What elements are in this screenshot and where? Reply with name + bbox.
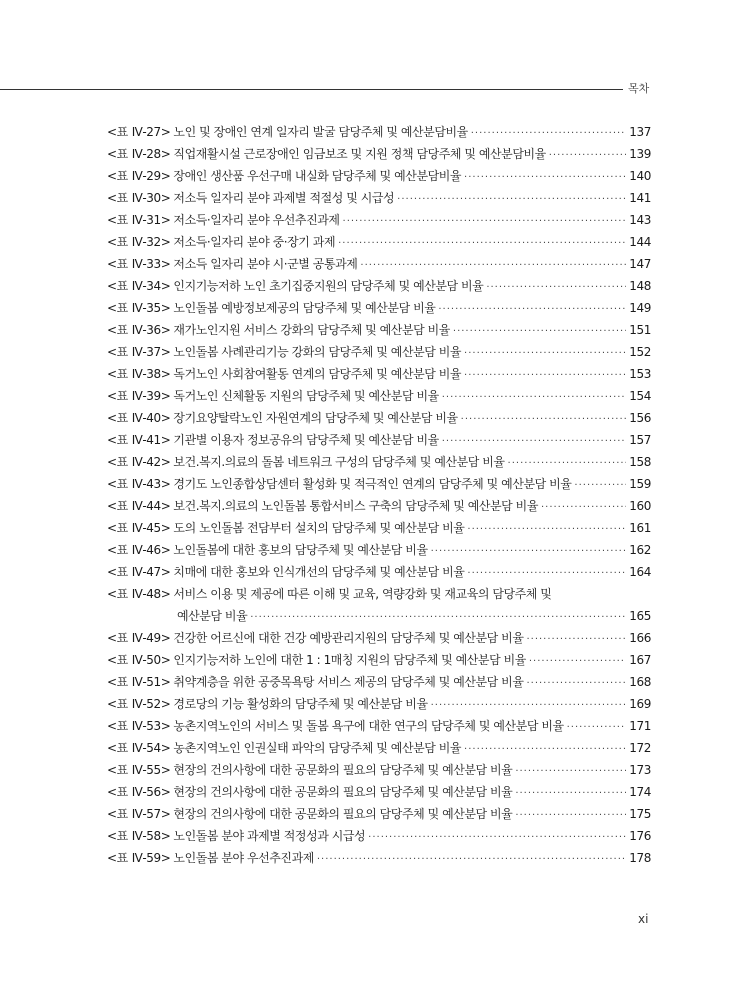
table-label-prefix: <표	[107, 851, 128, 865]
dot-leader	[567, 717, 627, 737]
table-number: Ⅳ-40>	[131, 411, 171, 425]
toc-entry[interactable]	[107, 143, 651, 165]
toc-entry[interactable]	[107, 825, 651, 847]
dot-leader	[438, 299, 626, 319]
toc-entry-line	[107, 627, 651, 649]
page-number: 162	[629, 543, 651, 557]
table-label-prefix: <표	[107, 367, 128, 381]
table-title: 노인돌봄 예방정보제공의 담당주체 및 예산분담 비율	[173, 301, 436, 315]
toc-entry-line	[107, 693, 651, 715]
table-number: Ⅳ-36>	[131, 323, 171, 337]
table-title: 현장의 건의사항에 대한 공문화의 필요의 담당주체 및 예산분담 비율	[173, 807, 513, 821]
toc-entry-line	[107, 385, 651, 407]
dot-leader	[508, 453, 627, 473]
toc-entry[interactable]	[107, 121, 651, 143]
dot-leader	[442, 431, 627, 451]
table-number: Ⅳ-38>	[131, 367, 171, 381]
table-label-prefix: <표	[107, 147, 128, 161]
dot-leader	[343, 211, 627, 231]
table-title: 인지기능저하 노인 초기집중지원의 담당주체 및 예산분담 비율	[173, 279, 484, 293]
dot-leader	[515, 761, 626, 781]
toc-entry[interactable]	[107, 583, 651, 627]
table-number: Ⅳ-34>	[131, 279, 171, 293]
page-number: 175	[629, 807, 651, 821]
table-number: Ⅳ-51>	[131, 675, 171, 689]
table-title: 장애인 생산품 우선구매 내실화 담당주체 및 예산분담비율	[173, 169, 462, 183]
table-title: 저소득·일자리 분야 우선추진과제	[173, 213, 340, 227]
page-number: 178	[629, 851, 651, 865]
section-label: 목차	[628, 82, 650, 95]
table-number: Ⅳ-52>	[131, 697, 171, 711]
table-label-prefix: <표	[107, 455, 128, 469]
table-label-prefix: <표	[107, 169, 128, 183]
dot-leader	[453, 321, 626, 341]
page-number: 157	[629, 433, 651, 447]
table-label-prefix: <표	[107, 785, 128, 799]
page-number: 141	[629, 191, 651, 205]
dot-leader	[526, 629, 626, 649]
toc-entry-line	[107, 517, 651, 539]
table-label-prefix: <표	[107, 323, 128, 337]
table-label-prefix: <표	[107, 433, 128, 447]
table-title: 장기요양탈락노인 자원연계의 담당주체 및 예산분담 비율	[173, 411, 458, 425]
toc-entry[interactable]	[107, 517, 651, 539]
dot-leader	[317, 849, 626, 869]
dot-leader	[515, 805, 626, 825]
dot-leader	[368, 827, 626, 847]
page-number: 147	[629, 257, 651, 271]
dot-leader	[526, 673, 626, 693]
dot-leader	[529, 651, 626, 671]
table-label-prefix: <표	[107, 565, 128, 579]
table-number: Ⅳ-35>	[131, 301, 171, 315]
table-number: Ⅳ-59>	[131, 851, 171, 865]
toc-entry-line	[107, 649, 651, 671]
dot-leader	[464, 365, 626, 385]
table-title: 서비스 이용 및 제공에 따른 이해 및 교육, 역량강화 및 재교육의 담당주체 및	[173, 587, 552, 601]
page-number: 149	[629, 301, 651, 315]
toc-entry-line	[107, 231, 651, 253]
table-number: Ⅳ-54>	[131, 741, 171, 755]
table-number: Ⅳ-42>	[131, 455, 171, 469]
table-number: Ⅳ-39>	[131, 389, 171, 403]
table-label-prefix: <표	[107, 499, 128, 513]
toc-entry-line	[107, 473, 651, 495]
table-title: 노인돌봄 분야 과제별 적정성과 시급성	[173, 829, 366, 843]
table-label-prefix: <표	[107, 631, 128, 645]
dot-leader	[461, 409, 627, 429]
page-number: 139	[629, 147, 651, 161]
page-number: 151	[629, 323, 651, 337]
toc-entry-line	[107, 803, 651, 825]
toc-entry[interactable]	[107, 209, 651, 231]
table-title: 치매에 대한 홍보와 인식개선의 담당주체 및 예산분담 비율	[173, 565, 465, 579]
page-number: 143	[629, 213, 651, 227]
table-title-continuation: 예산분담 비율	[177, 609, 248, 623]
table-number: Ⅳ-56>	[131, 785, 171, 799]
table-number: Ⅳ-45>	[131, 521, 171, 535]
table-title: 기관별 이용자 정보공유의 담당주체 및 예산분담 비율	[173, 433, 439, 447]
table-number: Ⅳ-57>	[131, 807, 171, 821]
toc-entry[interactable]	[107, 737, 651, 759]
toc-entry[interactable]	[107, 495, 651, 517]
dot-leader	[464, 739, 626, 759]
toc-entry-line	[107, 187, 651, 209]
table-title: 도의 노인돌봄 전담부터 설치의 담당주체 및 예산분담 비율	[173, 521, 465, 535]
table-number: Ⅳ-30>	[131, 191, 171, 205]
toc-entry[interactable]	[107, 253, 651, 275]
toc-entry-line	[107, 539, 651, 561]
table-title: 저소득 일자리 분야 시·군별 공통과제	[173, 257, 358, 271]
toc-entry-line	[107, 781, 651, 803]
toc-entry[interactable]	[107, 759, 651, 781]
table-label-prefix: <표	[107, 125, 128, 139]
toc-entry-line	[107, 495, 651, 517]
page-number: 160	[629, 499, 651, 513]
toc-entry-line	[107, 451, 651, 473]
dot-leader	[541, 497, 626, 517]
table-title: 보건.복지.의료의 노인돌봄 통합서비스 구축의 담당주체 및 예산분담 비율	[173, 499, 538, 513]
toc-entry-line	[107, 143, 651, 165]
table-label-prefix: <표	[107, 829, 128, 843]
table-number: Ⅳ-50>	[131, 653, 171, 667]
table-label-prefix: <표	[107, 213, 128, 227]
table-number: Ⅳ-43>	[131, 477, 171, 491]
toc-entry[interactable]	[107, 363, 651, 385]
dot-leader	[574, 475, 626, 495]
table-label-prefix: <표	[107, 763, 128, 777]
toc-entry[interactable]	[107, 429, 651, 451]
table-label-prefix: <표	[107, 675, 128, 689]
table-title: 저소득·일자리 분야 중·장기 과제	[173, 235, 336, 249]
toc-entry-line	[107, 363, 651, 385]
toc-entry[interactable]	[107, 473, 651, 495]
page-number: 176	[629, 829, 651, 843]
table-number: Ⅳ-32>	[131, 235, 171, 249]
dot-leader	[338, 233, 626, 253]
table-title: 노인돌봄 분야 우선추진과제	[173, 851, 314, 865]
toc-entry-line	[107, 319, 651, 341]
table-label-prefix: <표	[107, 521, 128, 535]
table-number: Ⅳ-27>	[131, 125, 171, 139]
table-title: 독거노인 신체활동 지원의 담당주체 및 예산분담 비율	[173, 389, 439, 403]
toc-entry[interactable]	[107, 539, 651, 561]
table-title: 저소득 일자리 분야 과제별 적절성 및 시급성	[173, 191, 395, 205]
toc-entry-line	[107, 209, 651, 231]
table-label-prefix: <표	[107, 477, 128, 491]
toc-entry-line	[107, 561, 651, 583]
page-number: 148	[629, 279, 651, 293]
table-number: Ⅳ-47>	[131, 565, 171, 579]
table-of-contents-list	[107, 121, 651, 869]
table-number: Ⅳ-33>	[131, 257, 171, 271]
table-number: Ⅳ-41>	[131, 433, 171, 447]
dot-leader	[360, 255, 626, 275]
page-number: 159	[629, 477, 651, 491]
toc-entry-line	[107, 275, 651, 297]
table-number: Ⅳ-44>	[131, 499, 171, 513]
table-label-prefix: <표	[107, 543, 128, 557]
table-label-prefix: <표	[107, 345, 128, 359]
table-title: 현장의 건의사항에 대한 공문화의 필요의 담당주체 및 예산분담 비율	[173, 785, 513, 799]
table-title: 인지기능저하 노인에 대한 1 : 1매칭 지원의 담당주체 및 예산분담 비율	[173, 653, 526, 667]
toc-entry-line	[107, 121, 651, 143]
table-label-prefix: <표	[107, 257, 128, 271]
table-title: 경기도 노인종합상담센터 활성화 및 적극적인 연계의 담당주체 및 예산분담 비율	[173, 477, 572, 491]
table-title: 경로당의 기능 활성화의 담당주체 및 예산분담 비율	[173, 697, 428, 711]
page-number: 171	[629, 719, 651, 733]
toc-entry[interactable]	[107, 165, 651, 187]
toc-entry[interactable]	[107, 231, 651, 253]
table-title: 독거노인 사회참여활동 연계의 담당주체 및 예산분담 비율	[173, 367, 462, 381]
table-title: 노인돌봄에 대한 홍보의 담당주체 및 예산분담 비율	[173, 543, 428, 557]
table-title: 농촌지역노인의 서비스 및 돌봄 욕구에 대한 연구의 담당주체 및 예산분담 비율	[173, 719, 564, 733]
toc-entry-line	[107, 429, 651, 451]
table-number: Ⅳ-29>	[131, 169, 171, 183]
table-title: 건강한 어르신에 대한 건강 예방관리지원의 담당주체 및 예산분담 비율	[173, 631, 524, 645]
table-title: 취약계층을 위한 공중목욕탕 서비스 제공의 담당주체 및 예산분담 비율	[173, 675, 524, 689]
toc-entry-line	[107, 825, 651, 847]
page-number: 144	[629, 235, 651, 249]
toc-entry-line	[107, 847, 651, 869]
table-label-prefix: <표	[107, 587, 128, 601]
dot-leader	[467, 563, 626, 583]
page-number: 153	[629, 367, 651, 381]
table-label-prefix: <표	[107, 191, 128, 205]
table-label-prefix: <표	[107, 411, 128, 425]
table-number: Ⅳ-58>	[131, 829, 171, 843]
toc-entry[interactable]	[107, 275, 651, 297]
page-number: 154	[629, 389, 651, 403]
dot-leader	[250, 607, 626, 627]
dot-leader	[442, 387, 627, 407]
page-number: 169	[629, 697, 651, 711]
table-title: 노인 및 장애인 연계 일자리 발굴 담당주체 및 예산분담비율	[173, 125, 468, 139]
page-number: 161	[629, 521, 651, 535]
table-title: 재가노인지원 서비스 강화의 담당주체 및 예산분담 비율	[173, 323, 450, 337]
toc-entry-line	[107, 407, 651, 429]
table-label-prefix: <표	[107, 301, 128, 315]
table-number: Ⅳ-48>	[131, 587, 171, 601]
page-number: 167	[629, 653, 651, 667]
toc-entry-continuation	[107, 605, 651, 627]
page-number: 168	[629, 675, 651, 689]
page-number: 165	[629, 609, 651, 623]
toc-entry[interactable]	[107, 803, 651, 825]
table-label-prefix: <표	[107, 389, 128, 403]
table-label-prefix: <표	[107, 807, 128, 821]
toc-entry[interactable]	[107, 297, 651, 319]
table-title: 노인돌봄 사례관리기능 강화의 담당주체 및 예산분담 비율	[173, 345, 462, 359]
dot-leader	[397, 189, 626, 209]
page-number: 140	[629, 169, 651, 183]
toc-entry[interactable]	[107, 671, 651, 693]
table-label-prefix: <표	[107, 697, 128, 711]
page-number: 158	[629, 455, 651, 469]
table-label-prefix: <표	[107, 719, 128, 733]
toc-entry-line	[107, 165, 651, 187]
toc-entry[interactable]	[107, 847, 651, 869]
table-number: Ⅳ-28>	[131, 147, 171, 161]
table-number: Ⅳ-31>	[131, 213, 171, 227]
table-number: Ⅳ-49>	[131, 631, 171, 645]
toc-entry[interactable]	[107, 319, 651, 341]
table-number: Ⅳ-37>	[131, 345, 171, 359]
table-title: 농촌지역노인 인권실태 파악의 담당주체 및 예산분담 비율	[173, 741, 462, 755]
toc-entry-line	[107, 253, 651, 275]
table-title: 보건.복지.의료의 돌봄 네트워크 구성의 담당주체 및 예산분담 비율	[173, 455, 505, 469]
dot-leader	[464, 167, 626, 187]
page-number: 174	[629, 785, 651, 799]
toc-entry-line	[107, 583, 651, 605]
dot-leader	[431, 541, 627, 561]
page-folio: xi	[638, 912, 649, 926]
toc-entry[interactable]	[107, 187, 651, 209]
toc-entry-line	[107, 737, 651, 759]
header-rule	[0, 89, 623, 90]
toc-entry[interactable]	[107, 693, 651, 715]
toc-entry[interactable]	[107, 341, 651, 363]
toc-entry[interactable]	[107, 649, 651, 671]
dot-leader	[464, 343, 626, 363]
table-title: 현장의 건의사항에 대한 공문화의 필요의 담당주체 및 예산분담 비율	[173, 763, 513, 777]
page-number: 164	[629, 565, 651, 579]
dot-leader	[515, 783, 626, 803]
dot-leader	[431, 695, 627, 715]
table-number: Ⅳ-53>	[131, 719, 171, 733]
dot-leader	[467, 519, 626, 539]
table-label-prefix: <표	[107, 235, 128, 249]
table-label-prefix: <표	[107, 279, 128, 293]
table-number: Ⅳ-55>	[131, 763, 171, 777]
toc-entry-line	[107, 759, 651, 781]
toc-entry-line	[107, 297, 651, 319]
dot-leader	[486, 277, 626, 297]
page-number: 172	[629, 741, 651, 755]
dot-leader	[549, 145, 627, 165]
toc-entry-line	[107, 671, 651, 693]
page-number: 166	[629, 631, 651, 645]
toc-entry[interactable]	[107, 715, 651, 737]
toc-entry-line	[107, 341, 651, 363]
toc-entry[interactable]	[107, 781, 651, 803]
toc-entry-line	[107, 715, 651, 737]
toc-entry[interactable]	[107, 561, 651, 583]
toc-entry[interactable]	[107, 407, 651, 429]
dot-leader	[471, 123, 627, 143]
toc-entry[interactable]	[107, 385, 651, 407]
toc-entry[interactable]	[107, 451, 651, 473]
table-number: Ⅳ-46>	[131, 543, 171, 557]
page-number: 156	[629, 411, 651, 425]
toc-entry[interactable]	[107, 627, 651, 649]
page-number: 173	[629, 763, 651, 777]
table-title: 직업재활시설 근로장애인 임금보조 및 지원 정책 담당주체 및 예산분담비율	[173, 147, 546, 161]
page-number: 152	[629, 345, 651, 359]
table-label-prefix: <표	[107, 653, 128, 667]
page-number: 137	[629, 125, 651, 139]
table-label-prefix: <표	[107, 741, 128, 755]
